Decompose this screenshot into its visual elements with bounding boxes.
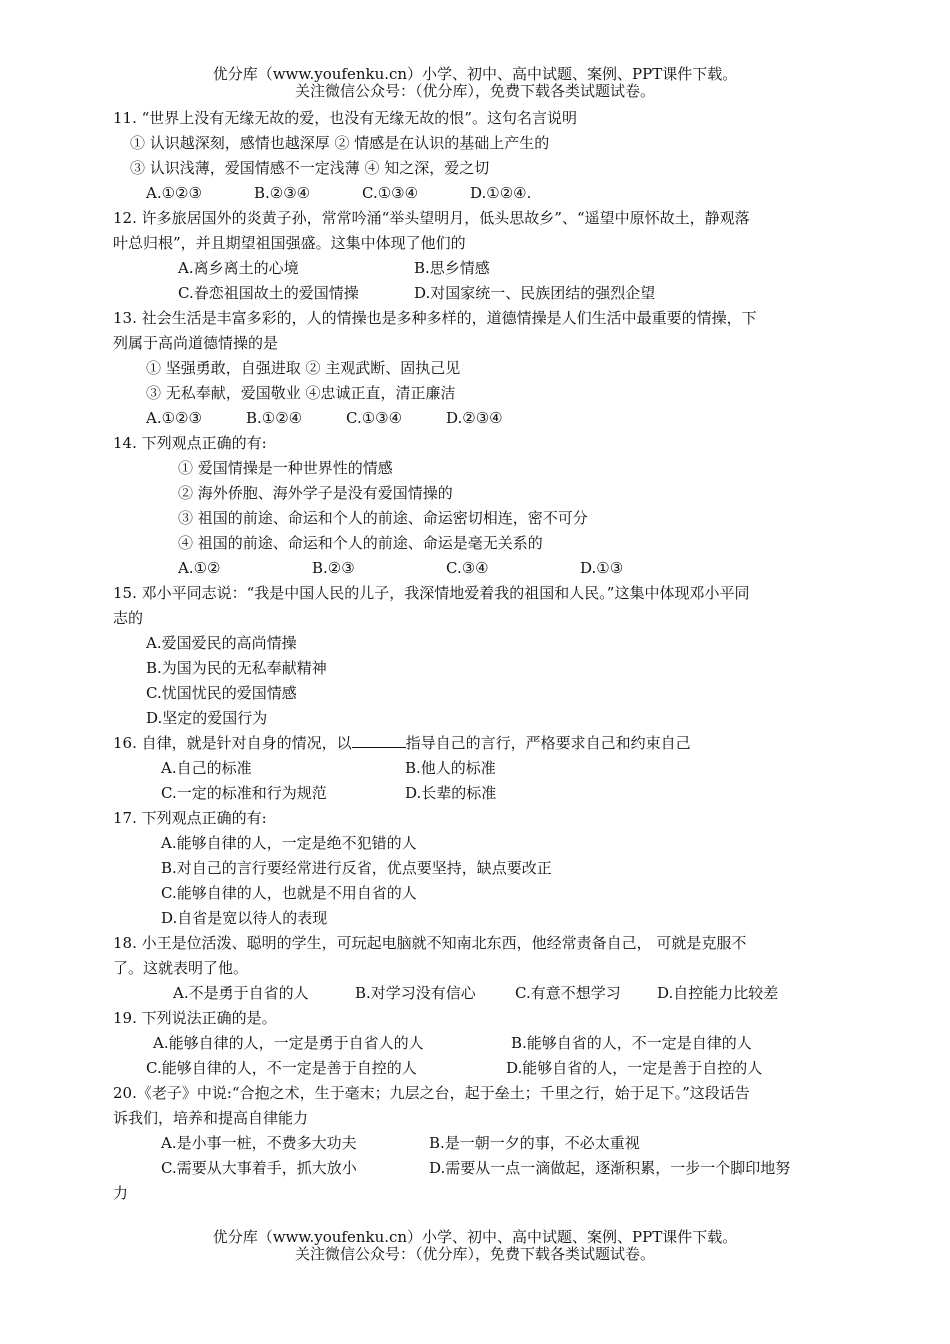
- question-11: [113, 106, 843, 206]
- question-stem: 15. 邓小平同志说：“我是中国人民的儿子，我深情地爱着我的祖国和人民。”这集中体现邓小平同: [113, 584, 750, 602]
- option-b: B.思乡情感: [414, 259, 490, 277]
- option-a: A.能够自律的人，一定是绝不犯错的人: [161, 834, 417, 852]
- question-stem: 20.《老子》中说:“合抱之术，生于毫末；九层之台，起于垒土；千里之行，始于足下。”这段话告: [113, 1084, 750, 1102]
- options-row: [113, 181, 843, 206]
- option-b: B.是一朝一夕的事，不必太重视: [429, 1134, 640, 1152]
- statement-row: ① 坚强勇敢，自强进取 ② 主观武断、固执己见: [146, 359, 461, 377]
- question-stem: 12. 许多旅居国外的炎黄子孙，常常吟涌“举头望明月，低头思故乡”、“遥望中原怀故土，静观落: [113, 209, 750, 227]
- stem-after-blank: 指导自己的言行，严格要求自己和约束自己: [405, 734, 691, 752]
- options-row: [113, 256, 843, 281]
- question-stem-cont: 叶总归根”，并且期望祖国强盛。这集中体现了他们的: [113, 234, 466, 252]
- option-a: A.不是勇于自省的人: [173, 984, 309, 1002]
- statement-row: ③ 认识浅薄，爱国情感不一定浅薄 ④ 知之深，爱之切: [130, 159, 490, 177]
- option-c: C.需要从大事着手，抓大放小: [161, 1159, 357, 1177]
- statement-row: ④ 祖国的前途、命运和个人的前途、命运是毫无关系的: [178, 534, 543, 552]
- question-14: [113, 431, 843, 581]
- option-c: C.有意不想学习: [515, 984, 621, 1002]
- option-c: C.能够自律的人，也就是不用自省的人: [161, 884, 417, 902]
- question-stem: 13. 社会生活是丰富多彩的，人的情操也是多种多样的，道德情操是人们生活中最重要的情操，下: [113, 309, 757, 327]
- question-18: [113, 931, 843, 1006]
- statement-row: ① 认识越深刻，感情也越深厚 ② 情感是在认识的基础上产生的: [130, 134, 550, 152]
- question-16: [113, 731, 843, 806]
- option-b: B.他人的标准: [405, 759, 496, 777]
- option-b: B.①②④: [246, 409, 303, 427]
- options-row: [113, 281, 843, 306]
- question-17: [113, 806, 843, 931]
- options-row: [113, 1156, 843, 1181]
- header-line-2: 关注微信公众号：（优分库），免费下载各类试题试卷。: [294, 82, 655, 100]
- option-c: C.能够自律的人，不一定是善于自控的人: [146, 1059, 417, 1077]
- options-row: [113, 1131, 843, 1156]
- question-stem-cont: 了。这就表明了他。: [113, 959, 249, 977]
- option-b: B.②③: [312, 559, 355, 577]
- footer-line-2: 关注微信公众号：（优分库），免费下载各类试题试卷。: [294, 1245, 655, 1263]
- option-a: A.能够自律的人，一定是勇于自省人的人: [153, 1034, 424, 1052]
- question-15: [113, 581, 843, 731]
- option-a: A.①②③: [146, 184, 202, 202]
- option-a: A.①②③: [146, 409, 202, 427]
- option-c: C.忧国忧民的爱国情感: [146, 684, 297, 702]
- option-c: C.①③④: [346, 409, 403, 427]
- header-line-1: 优分库（www.youfenku.cn）小学、初中、高中试题、案例、PPT课件下载。: [212, 65, 738, 83]
- question-stem: 19. 下列说法正确的是。: [113, 1009, 277, 1027]
- question-13: [113, 306, 843, 431]
- option-c: C.眷恋祖国故土的爱国情操: [178, 284, 359, 302]
- question-stem: [113, 731, 843, 756]
- statement-row: ② 海外侨胞、海外学子是没有爱国情操的: [178, 484, 453, 502]
- question-stem: 11. “世界上没有无缘无故的爱，也没有无缘无故的恨”。这句名言说明: [113, 109, 577, 127]
- option-d: D.能够自省的人，一定是善于自控的人: [506, 1059, 763, 1077]
- option-d: D.坚定的爱国行为: [146, 709, 268, 727]
- question-stem: 14. 下列观点正确的有:: [113, 434, 267, 452]
- statement-row: ③ 祖国的前途、命运和个人的前途、命运密切相连，密不可分: [178, 509, 588, 527]
- footer-line-1: 优分库（www.youfenku.cn）小学、初中、高中试题、案例、PPT课件下载。: [212, 1228, 738, 1246]
- option-b: B.对自己的言行要经常进行反省，优点要坚持，缺点要改正: [161, 859, 552, 877]
- option-c: C.③④: [446, 559, 489, 577]
- options-row: [113, 1056, 843, 1081]
- option-d-wrap: 力: [113, 1184, 129, 1202]
- options-row: [113, 756, 843, 781]
- option-d: D.需要从一点一滴做起，逐渐积累，一步一个脚印地努: [429, 1159, 791, 1177]
- option-a: A.爱国爱民的高尚情操: [146, 634, 297, 652]
- option-a: A.自己的标准: [161, 759, 252, 777]
- option-d: D.自控能力比较差: [657, 984, 779, 1002]
- question-12: [113, 206, 843, 306]
- question-20: [113, 1081, 843, 1206]
- option-d: D.对国家统一、民族团结的强烈企望: [414, 284, 656, 302]
- question-stem-cont: 诉我们，培养和提高自律能力: [113, 1109, 309, 1127]
- option-b: B.能够自省的人，不一定是自律的人: [511, 1034, 752, 1052]
- question-19: [113, 1006, 843, 1081]
- question-stem: 17. 下列观点正确的有:: [113, 809, 267, 827]
- options-row: [113, 556, 843, 581]
- question-stem: 18. 小王是位活泼、聪明的学生，可玩起电脑就不知南北东西，他经常责备自己， 可就是克服不: [113, 934, 747, 952]
- statement-row: ① 爱国情操是一种世界性的情感: [178, 459, 393, 477]
- options-row: [113, 1031, 843, 1056]
- option-d: D.①③: [580, 559, 624, 577]
- option-a: A.离乡离土的心境: [178, 259, 299, 277]
- option-d: D.①②④.: [470, 184, 532, 202]
- question-stem-cont: 列属于高尚道德情操的是: [113, 334, 279, 352]
- statement-row: ③ 无私奉献，爱国敬业 ④忠诚正直，清正廉洁: [146, 384, 456, 402]
- answer-blank: [352, 733, 406, 748]
- option-c: C.一定的标准和行为规范: [161, 784, 327, 802]
- options-row: [113, 781, 843, 806]
- page-header: [0, 66, 950, 100]
- stem-before-blank: 16. 自律，就是针对自身的情况，以: [113, 734, 352, 752]
- options-row: [113, 981, 843, 1006]
- question-list: [113, 106, 843, 1206]
- page-footer: [0, 1229, 950, 1263]
- option-d: D.长辈的标准: [405, 784, 497, 802]
- option-c: C.①③④: [362, 184, 419, 202]
- question-stem-cont: 志的: [113, 609, 144, 627]
- option-a: A.是小事一桩，不费多大功夫: [161, 1134, 357, 1152]
- option-d: D.②③④: [446, 409, 503, 427]
- option-b: B.②③④: [254, 184, 311, 202]
- option-d: D.自省是宽以待人的表现: [161, 909, 328, 927]
- option-b: B.为国为民的无私奉献精神: [146, 659, 327, 677]
- option-a: A.①②: [178, 559, 221, 577]
- option-b: B.对学习没有信心: [355, 984, 476, 1002]
- options-row: [113, 406, 843, 431]
